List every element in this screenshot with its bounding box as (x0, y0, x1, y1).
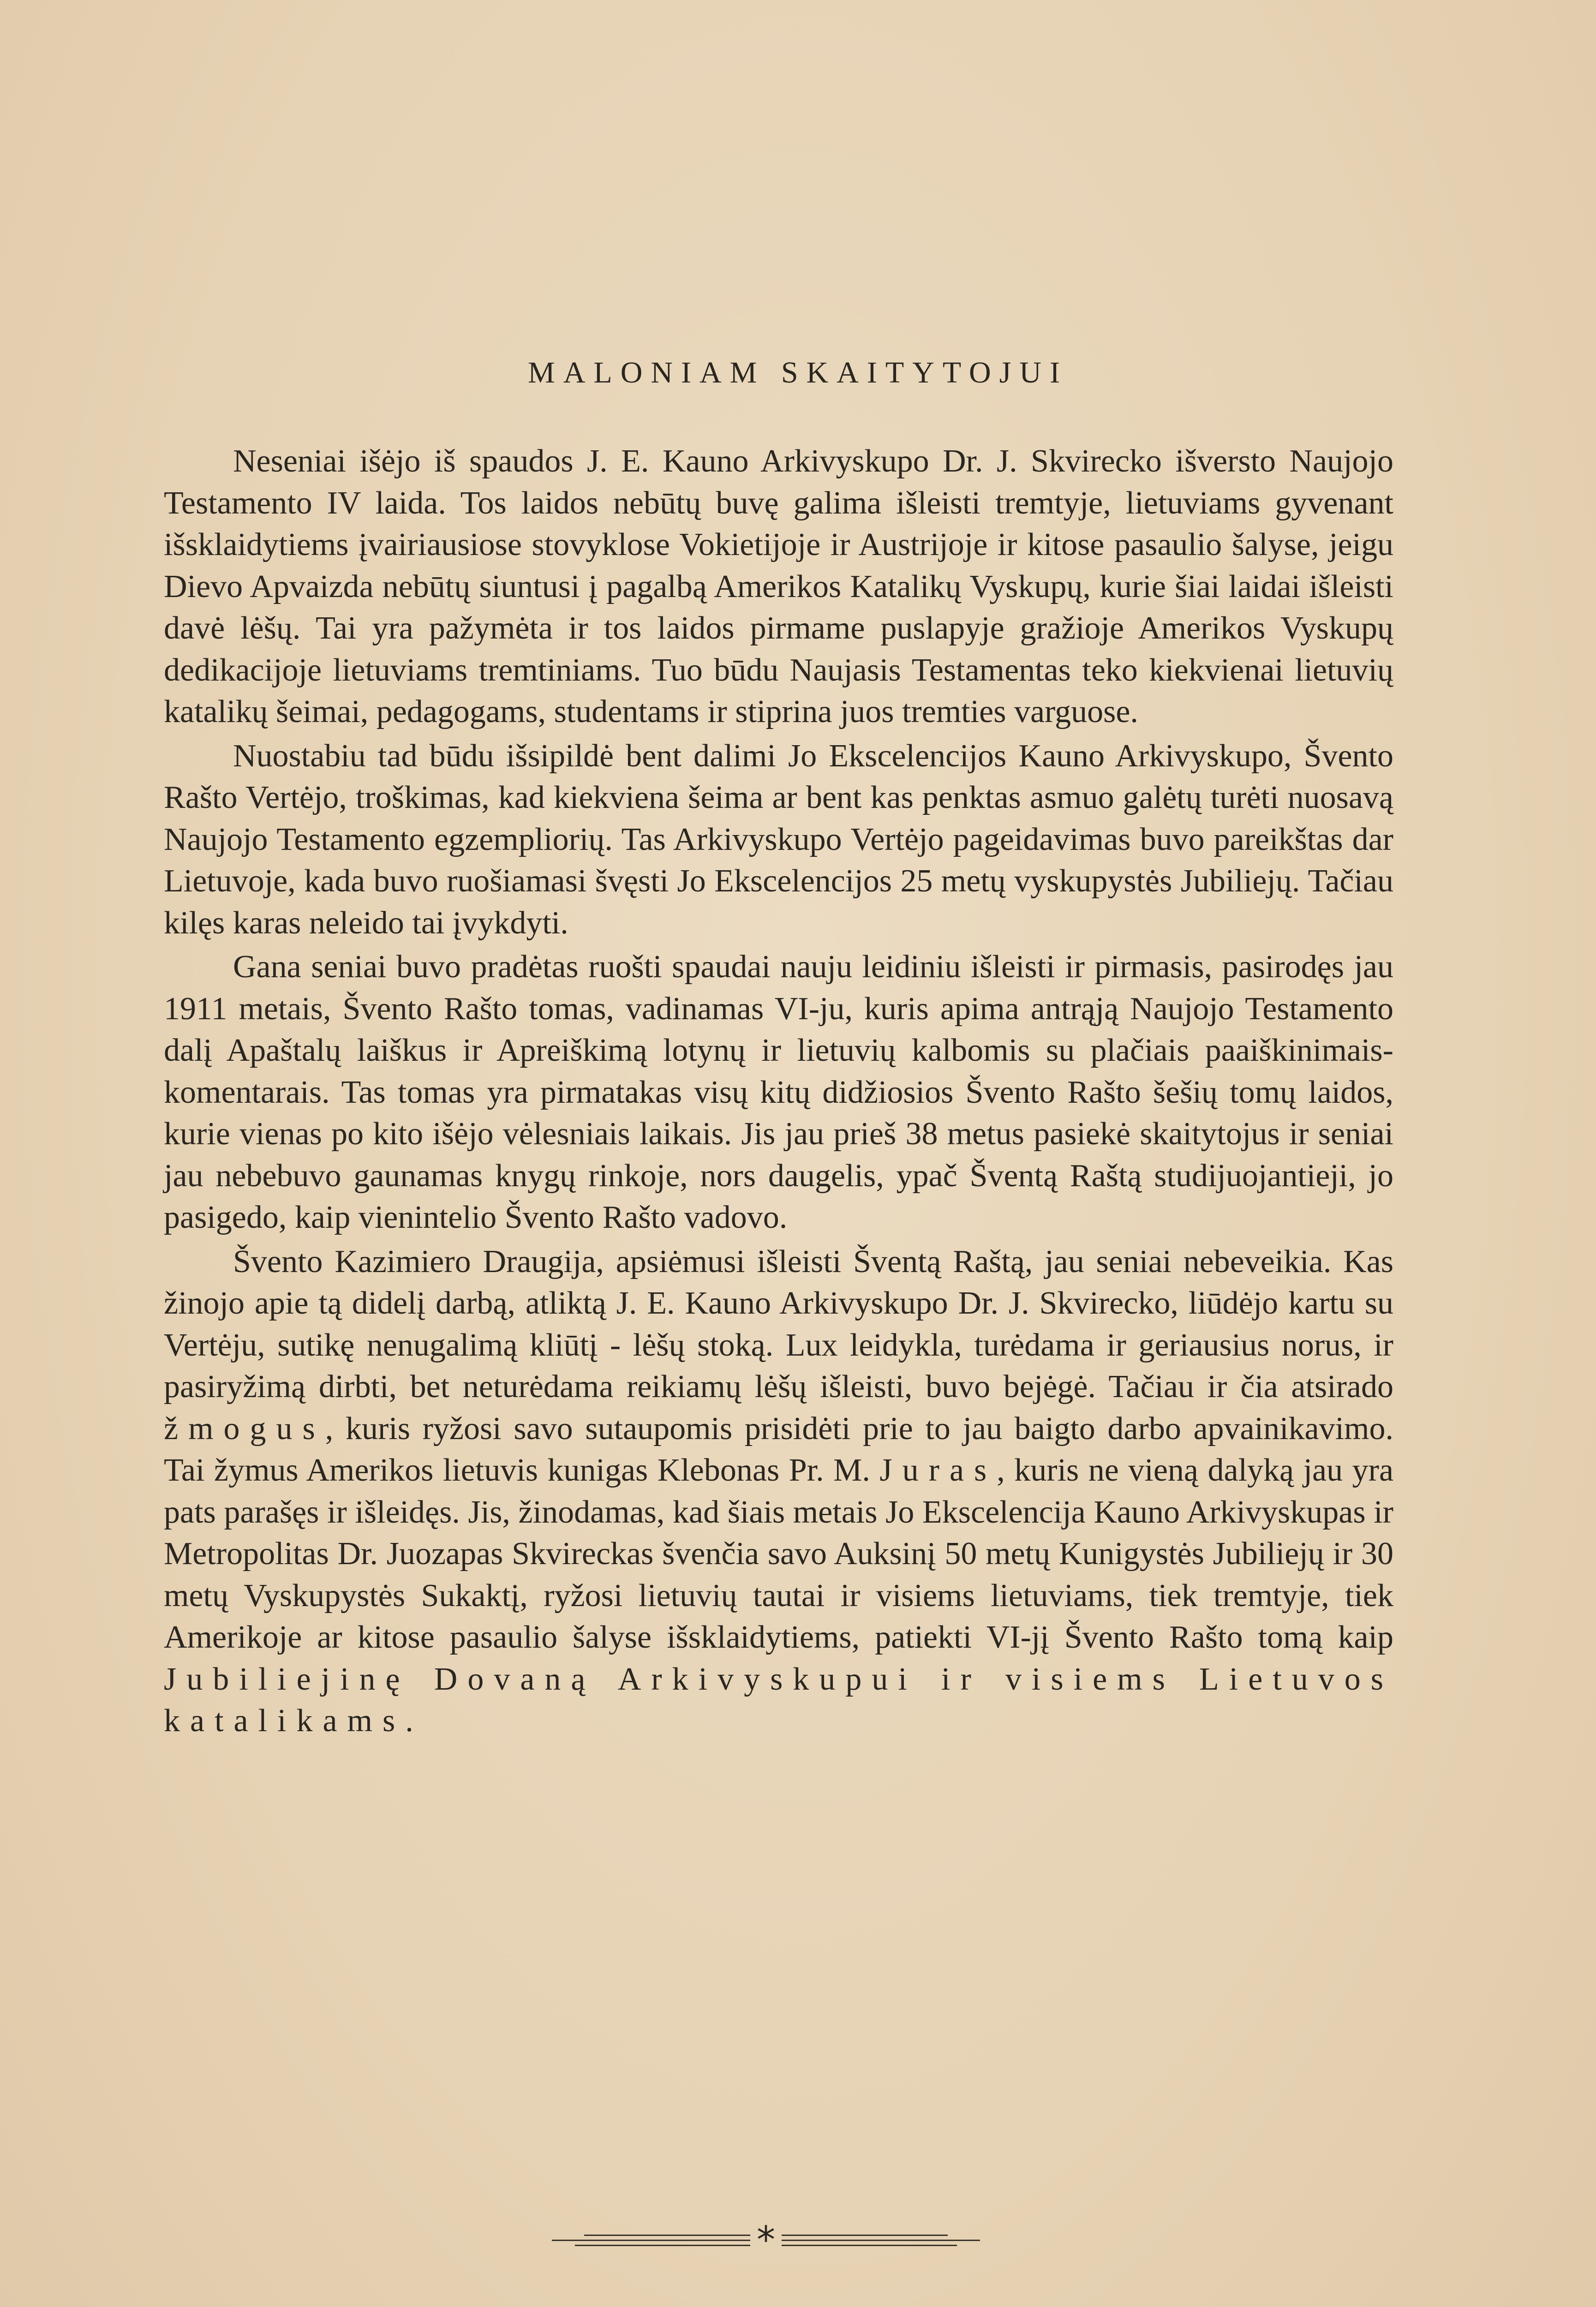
body-text (164, 441, 1393, 1745)
paragraph-2: Nuostabiu tad būdu išsipildė bent dalimi Jo Ekscelencijos Kauno Arkivyskupo, Švento Rašto Vertėjo, troškimas, kad kiekviena šeima ar bent kas penktas asmuo galėtų turėti nuosavą Naujojo Testamento egzempliorių. Tas Arkivyskupo Vertėjo pageidavimas buvo pareikštas dar Lietuvoje, kada buvo ruošiamasi švęsti Jo Ekscelencijos 25 metų vyskupystės Jubiliejų. Tačiau kilęs karas neleido tai įvykdyti. (164, 738, 1393, 941)
spaced-word-zmogus: žmogus (164, 1410, 325, 1446)
paragraph-1: Neseniai išėjo iš spaudos J. E. Kauno Arkivyskupo Dr. J. Skvirecko išversto Naujojo Testamento IV laida. Tos laidos nebūtų buvę galima išleisti tremtyje, lietuviams gyvenant išsklaidytiems įvairiausiose stovyklose Vokietijoje ir Austrijoje ir kitose pasaulio šalyse, jeigu Dievo Apvaizda nebūtų siuntusi į pagalbą Amerikos Katalikų Vyskupų, kurie šiai laidai išleisti davė lėšų. Tai yra pažymėta ir tos laidos pirmame puslapyje gražioje Amerikos Vyskupų dedikacijoje lietuviams tremtiniams. Tuo būdu Naujasis Testamentas teko kiekvienai lietuvių katalikų šeimai, pedagogams, studentams ir stiprina juos tremties varguose. (164, 443, 1393, 729)
ornament-rules-left (552, 2235, 750, 2246)
ornament-rules-right (782, 2235, 980, 2246)
paragraph-4 (164, 1241, 1393, 1742)
paragraph-3: Gana seniai buvo pradėtas ruošti spaudai nauju leidiniu išleisti ir pirmasis, pasirodęs jau 1911 metais, Švento Rašto tomas, vadinamas VI-ju, kuris apima antrąją Naujojo Testamento dalį Apaštalų laiškus ir Apreiškimą lotynų ir lietuvių kalbomis su plačiais paaiškinimais-komentarais. Tas tomas yra pirmatakas visų kitų didžiosios Švento Rašto šešių tomų laidos, kurie vienas po kito išėjo vėlesniais laikais. Jis jau prieš 38 metus pasiekė skaitytojus ir seniai jau nebebuvo gaunamas knygų rinkoje, nors daugelis, ypač Šventą Raštą studijuojantieji, jo pasigedo, kaip vienintelio Švento Rašto vadovo. (164, 949, 1393, 1235)
paragraph-4-part-2: , kuris ryžosi savo sutaupomis prisidėti prie to jau baigto darbo apvainikavimo. Tai žymus Amerikos lietuvis kunigas Klebonas Pr. M. (164, 1410, 1393, 1488)
closing-ornament (535, 2218, 997, 2261)
spaced-word-juras: Juras (879, 1452, 997, 1488)
spaced-phrase-dedication: Jubiliejinę Dovaną Arkivyskupui ir visiems Lietuvos katalikams. (164, 1661, 1393, 1739)
paragraph-4-part-3: , kuris ne vieną dalyką jau yra pats parašęs ir išleidęs. Jis, žinodamas, kad šiais metais Jo Ekscelencija Kauno Arkivyskupas ir Metropolitas Dr. Juozapas Skvireckas švenčia savo Auksinį 50 metų Kunigystės Jubiliejų ir 30 metų Vyskupystės Sukaktį, ryžosi lietuvių tautai ir visiems lietuviams, tiek tremtyje, tiek Amerikoje ar kitose pasaulio šalyse išsklaidytiems, patiekti VI-jį Švento Rašto tomą kaip (164, 1452, 1394, 1655)
asterisk-icon: * (757, 2218, 775, 2261)
page-title: MALONIAM SKAITYTOJUI (528, 356, 1068, 389)
paragraph-4-part-1: Švento Kazimiero Draugija, apsiėmusi išleisti Šventą Raštą, jau seniai nebeveikia. Kas žinojo apie tą didelį darbą, atliktą J. E. Kauno Arkivyskupo Dr. J. Skvirecko, liūdėjo kartu su Vertėju, sutikę nenugalimą kliūtį - lėšų stoką. Lux leidykla, turėdama ir geriausius norus, ir pasiryžimą dirbti, bet neturėdama reikiamų lėšų išleisti, buvo bejėgė. Tačiau ir čia atsirado (164, 1243, 1393, 1405)
